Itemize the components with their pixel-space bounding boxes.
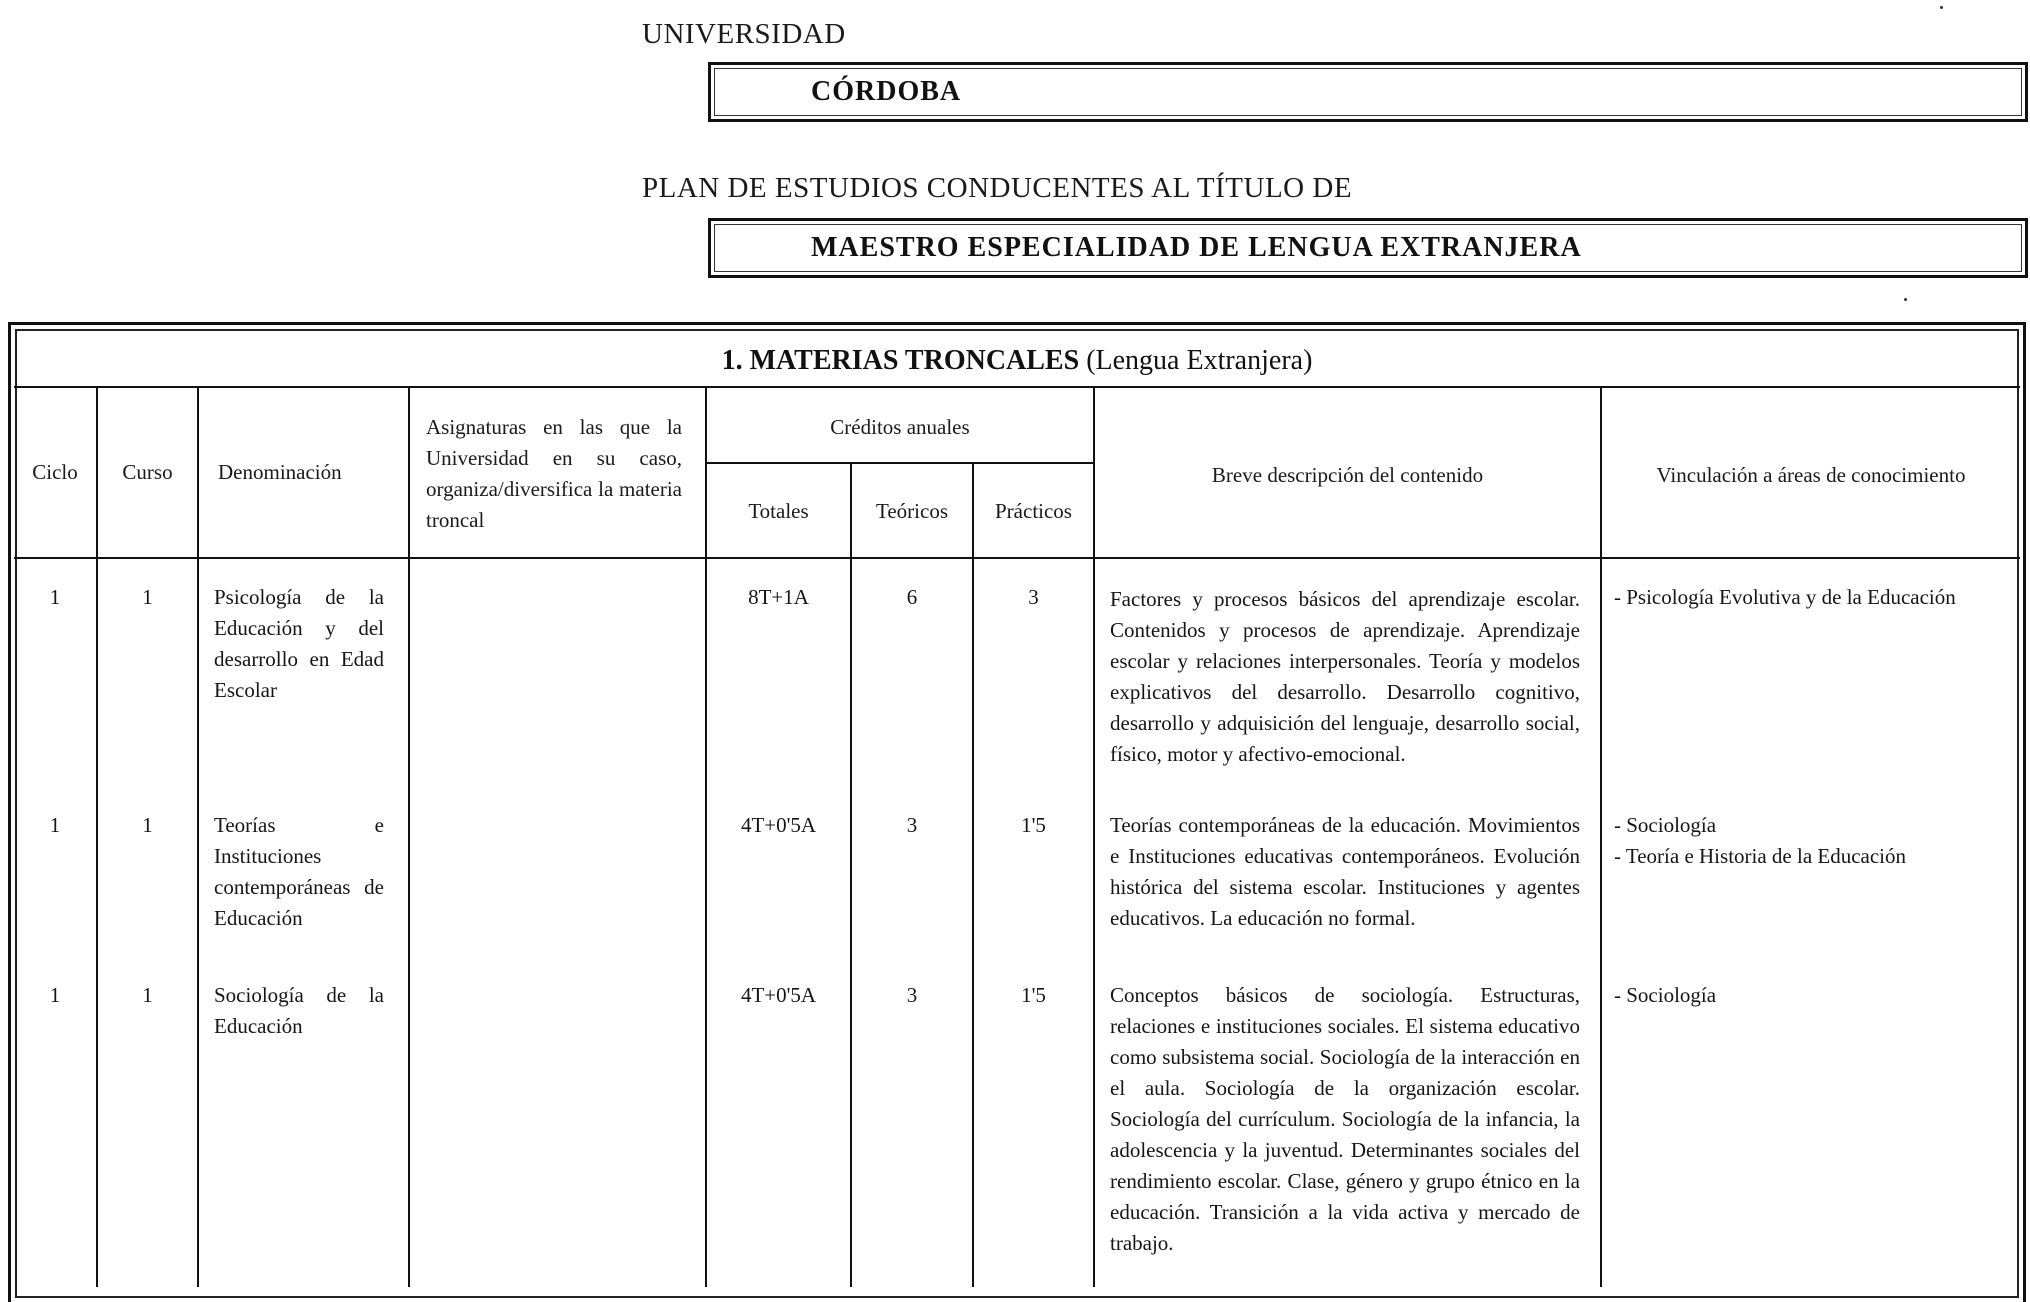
scan-speck — [1904, 298, 1907, 301]
col-divider — [1600, 386, 1602, 1287]
row3-ciclo: 1 — [49, 983, 61, 1007]
row2-area-item: - Teoría e Historia de la Educación — [1614, 844, 1907, 868]
col-header-creditos: Créditos anuales — [830, 415, 970, 439]
row2-ciclo: 1 — [49, 813, 61, 837]
table-title-bold: 1. MATERIAS TRONCALES — [721, 345, 1080, 376]
degree-title: MAESTRO ESPECIALIDAD DE LENGUA EXTRANJERA — [811, 232, 1582, 263]
col-header-totales: Totales — [748, 499, 809, 523]
row1-denominacion: Psicología de la Educación y del desarrollo en Edad Escolar — [214, 585, 384, 702]
title-divider — [14, 386, 2020, 388]
row3-descripcion: Conceptos básicos de sociología. Estructuras, relaciones e instituciones sociales. El sistema educativo como subsistema social. Sociología de la interacción en el aula. Sociología de la organización escolar. Sociología del currículum. Sociología de la infancia, la adolescencia y la juventud. Determinantes sociales del rendimiento escolar. Clase, género y grupo étnico en la educación. Transición a la vida activa y mercado de trabajo. — [1110, 983, 1580, 1255]
row1-teoricos: 6 — [906, 585, 918, 609]
col-header-teoricos: Teóricos — [875, 499, 948, 523]
row2-area-item: - Sociología — [1614, 813, 1717, 837]
row3-teoricos: 3 — [906, 983, 918, 1007]
row3-totales: 4T+0'5A — [740, 983, 817, 1007]
row1-areas — [1614, 582, 2014, 613]
row1-practicos: 3 — [1028, 585, 1039, 609]
row3-denominacion: Sociología de la Educación — [214, 983, 384, 1038]
university-name: CÓRDOBA — [811, 76, 962, 107]
row3-areas — [1614, 980, 2014, 1011]
row2-descripcion: Teorías contemporáneas de la educación. Movimientos e Instituciones educativas contemporáneos. Evolución histórica del sistema escolar. Instituciones y agentes educativos. La educación no formal. — [1110, 813, 1580, 930]
col-header-asignaturas: Asignaturas en las que la Universidad en su caso, organiza/diversifica la materia troncal — [426, 415, 682, 532]
row2-teoricos: 3 — [906, 813, 918, 837]
creditos-divider — [705, 462, 1093, 464]
header-divider — [14, 557, 2020, 559]
table-title — [14, 330, 2020, 386]
col-header-ciclo: Ciclo — [32, 460, 78, 484]
university-name-box — [708, 62, 2028, 122]
row1-descripcion: Factores y procesos básicos del aprendizaje escolar. Contenidos y procesos de aprendizaje. Aprendizaje escolar y relaciones interpersonales. Teoría y modelos explicativos del desarrollo. Desarrollo cognitivo, desarrollo y adquisición del lenguaje, desarrollo social, físico, motor y afectivo-emocional. — [1110, 587, 1580, 766]
col-header-denominacion: Denominación — [218, 460, 342, 484]
university-label: UNIVERSIDAD — [642, 18, 846, 50]
row3-curso: 1 — [142, 983, 153, 1007]
row2-totales: 4T+0'5A — [740, 813, 817, 837]
col-divider — [197, 386, 199, 1287]
row3-area-item: - Sociología — [1614, 983, 1717, 1007]
row2-curso: 1 — [142, 813, 153, 837]
row1-totales: 8T+1A — [748, 585, 809, 609]
row1-curso: 1 — [142, 585, 153, 609]
col-header-vinculacion: Vinculación a áreas de conocimiento — [1656, 463, 1966, 487]
col-header-practicos: Prácticos — [995, 499, 1072, 523]
plan-label: PLAN DE ESTUDIOS CONDUCENTES AL TÍTULO DE — [642, 172, 1353, 204]
col-divider — [1093, 386, 1095, 1287]
row1-area-item: - Psicología Evolutiva y de la Educación — [1614, 585, 1956, 609]
col-header-curso: Curso — [122, 460, 173, 484]
scan-speck — [1940, 6, 1943, 9]
col-header-descripcion: Breve descripción del contenido — [1211, 463, 1484, 487]
row1-ciclo: 1 — [49, 585, 61, 609]
row3-practicos: 1'5 — [1021, 983, 1046, 1007]
degree-title-box — [708, 218, 2028, 278]
row2-denominacion: Teorías e Instituciones contemporáneas de Educación — [214, 813, 384, 930]
row2-practicos: 1'5 — [1021, 813, 1046, 837]
row2-areas — [1614, 810, 2014, 872]
table-title-rest: (Lengua Extranjera) — [1079, 345, 1313, 376]
col-divider — [408, 386, 410, 1287]
